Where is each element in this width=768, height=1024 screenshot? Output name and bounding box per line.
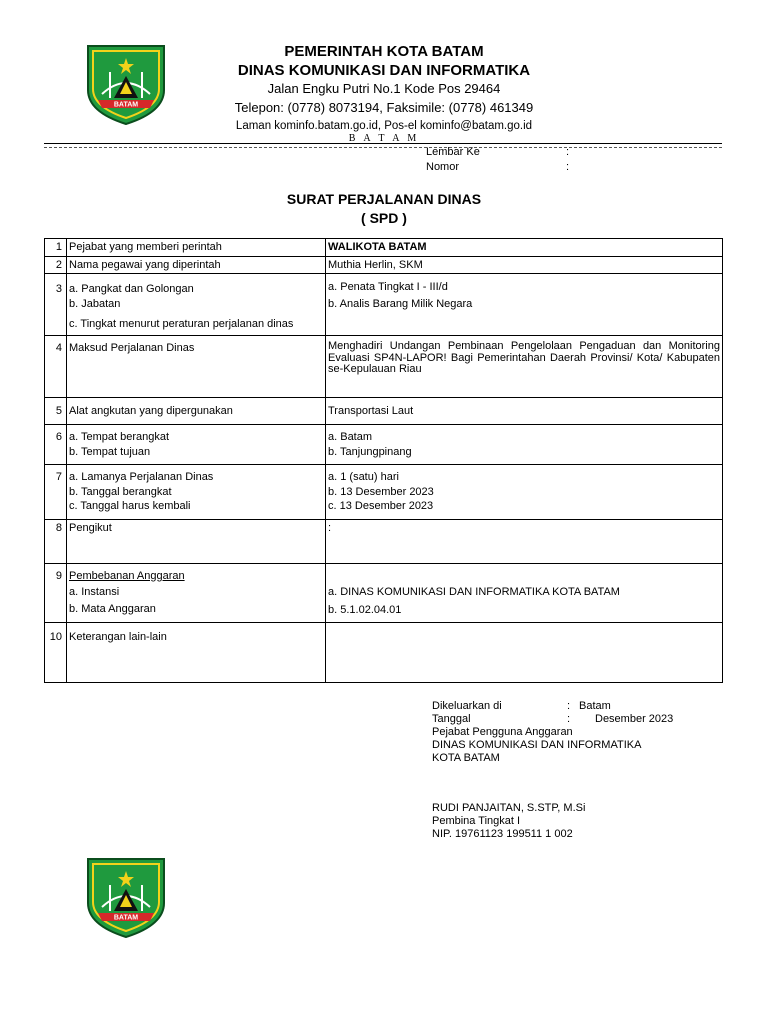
office-line-2: DINAS KOMUNIKASI DAN INFORMATIKA <box>432 739 642 751</box>
row-label: a. Instansi <box>69 585 120 598</box>
row-number: 8 <box>45 520 67 564</box>
letterhead-rule <box>44 143 722 144</box>
row-label-group <box>67 274 326 336</box>
row-label: Pengikut <box>67 520 326 564</box>
date-colon: : <box>567 713 571 725</box>
row-label: Keterangan lain-lain <box>67 623 326 683</box>
row-label-group <box>67 465 326 520</box>
letterhead-rule-dashed <box>44 147 722 148</box>
issued-row <box>432 700 611 714</box>
row-value: c. 13 Desember 2023 <box>328 500 434 512</box>
row-label: a. Tempat berangkat <box>69 431 170 443</box>
lembar-ke-colon: : <box>566 146 570 158</box>
row-value: b. Tanjungpinang <box>328 445 412 458</box>
row-label: a. Pangkat dan Golongan <box>69 283 194 295</box>
row-label-group <box>67 425 326 465</box>
city-emblem-top <box>84 42 168 126</box>
title-sub: ( SPD ) <box>361 210 407 226</box>
row-value: Muthia Herlin, SKM <box>326 256 723 274</box>
row-label: b. Tanggal berangkat <box>69 485 172 498</box>
signatory-nip: NIP. 19761123 199511 1 002 <box>432 828 573 840</box>
table-row <box>45 274 723 336</box>
row-label: b. Jabatan <box>69 297 121 310</box>
row-value: a. 1 (satu) hari <box>328 471 399 483</box>
issued-value: Batam <box>579 700 611 712</box>
signatory-name: RUDI PANJAITAN, S.STP, M.Si <box>432 802 586 814</box>
agency-address: Jalan Engku Putri No.1 Kode Pos 29464 <box>267 81 501 96</box>
table-row <box>45 336 723 398</box>
row-number: 9 <box>45 564 67 623</box>
date-value: Desember 2023 <box>595 713 674 725</box>
row-value: WALIKOTA BATAM <box>326 239 723 257</box>
row-number: 4 <box>45 336 67 398</box>
agency-line-2: DINAS KOMUNIKASI DAN INFORMATIKA <box>237 62 531 79</box>
row-label: b. Mata Anggaran <box>69 603 156 615</box>
spd-table <box>44 238 723 683</box>
row-label: Nama pegawai yang diperintah <box>67 256 326 274</box>
city-emblem-bottom <box>84 855 168 939</box>
row-number: 10 <box>45 623 67 683</box>
issued-colon: : <box>567 700 571 712</box>
row-value <box>326 623 723 683</box>
row-value-group <box>326 425 723 465</box>
row-value: a. Batam <box>328 431 373 443</box>
table-row <box>45 239 723 257</box>
row-value-group <box>326 564 723 623</box>
table-row <box>45 398 723 425</box>
title-main: SURAT PERJALANAN DINAS <box>286 191 482 207</box>
agency-phone: Telepon: (0778) 8073194, Faksimile: (0778) 461349 <box>234 100 534 115</box>
row-value: Menghadiri Undangan Pembinaan Pengelolaan Pengaduan dan Monitoring Evaluasi SP4N-LAPOR! Bagi Pemerintahan Daerah Provinsi/ Kota/ Kabupaten se-Kepulauan Riau <box>326 336 723 398</box>
agency-line-1: PEMERINTAH KOTA BATAM <box>284 43 484 60</box>
row-value: Transportasi Laut <box>326 398 723 425</box>
emblem-label: BATAM <box>113 914 139 922</box>
row-label: Alat angkutan yang dipergunakan <box>67 398 326 425</box>
row-value: b. 5.1.02.04.01 <box>328 603 402 616</box>
row-label: a. Lamanya Perjalanan Dinas <box>69 471 214 483</box>
row-number: 3 <box>45 274 67 336</box>
row-number: 2 <box>45 256 67 274</box>
row-label: Pejabat yang memberi perintah <box>67 239 326 257</box>
batam-emblem-icon <box>84 855 168 939</box>
row-value-group <box>326 274 723 336</box>
table-row <box>45 465 723 520</box>
row-number: 6 <box>45 425 67 465</box>
agency-web: Laman kominfo.batam.go.id, Pos-el kominfo@batam.go.id <box>235 120 533 132</box>
row-value-group <box>326 465 723 520</box>
row-value: a. DINAS KOMUNIKASI DAN INFORMATIKA KOTA BATAM <box>328 586 620 598</box>
office-line-3: KOTA BATAM <box>432 752 500 764</box>
nomor-row <box>426 160 569 174</box>
row-number: 5 <box>45 398 67 425</box>
row-label-group <box>67 564 326 623</box>
row-value: b. Analis Barang Milik Negara <box>328 297 473 310</box>
row-number: 7 <box>45 465 67 520</box>
lembar-ke-label: Lembar Ke <box>426 146 480 158</box>
row-value: : <box>326 520 723 564</box>
signatory-rank: Pembina Tingkat I <box>432 815 521 827</box>
row-label: Maksud Perjalanan Dinas <box>67 336 326 398</box>
office-line-1: Pejabat Pengguna Anggaran <box>432 726 573 738</box>
table-row <box>45 520 723 564</box>
row-value: a. Penata Tingkat I - III/d <box>328 281 448 293</box>
issued-label: Dikeluarkan di <box>432 700 502 712</box>
row-label: Pembebanan Anggaran <box>69 570 185 582</box>
table-row <box>45 564 723 623</box>
row-number: 1 <box>45 239 67 257</box>
row-value: b. 13 Desember 2023 <box>328 485 434 498</box>
emblem-label: BATAM <box>113 101 139 109</box>
agency-city: B A T A M <box>348 133 420 144</box>
row-label: c. Tanggal harus kembali <box>69 500 191 512</box>
date-row <box>432 713 673 727</box>
table-row <box>45 425 723 465</box>
document-title <box>180 190 588 228</box>
table-row <box>45 623 723 683</box>
letterhead <box>180 42 588 144</box>
lembar-ke-row <box>426 145 569 159</box>
batam-emblem-icon <box>84 42 168 126</box>
row-label: b. Tempat tujuan <box>69 445 151 458</box>
nomor-label: Nomor <box>426 161 460 173</box>
nomor-colon: : <box>566 161 570 173</box>
date-label: Tanggal <box>432 713 471 725</box>
table-row <box>45 256 723 274</box>
row-label: c. Tingkat menurut peraturan perjalanan dinas <box>69 318 294 330</box>
